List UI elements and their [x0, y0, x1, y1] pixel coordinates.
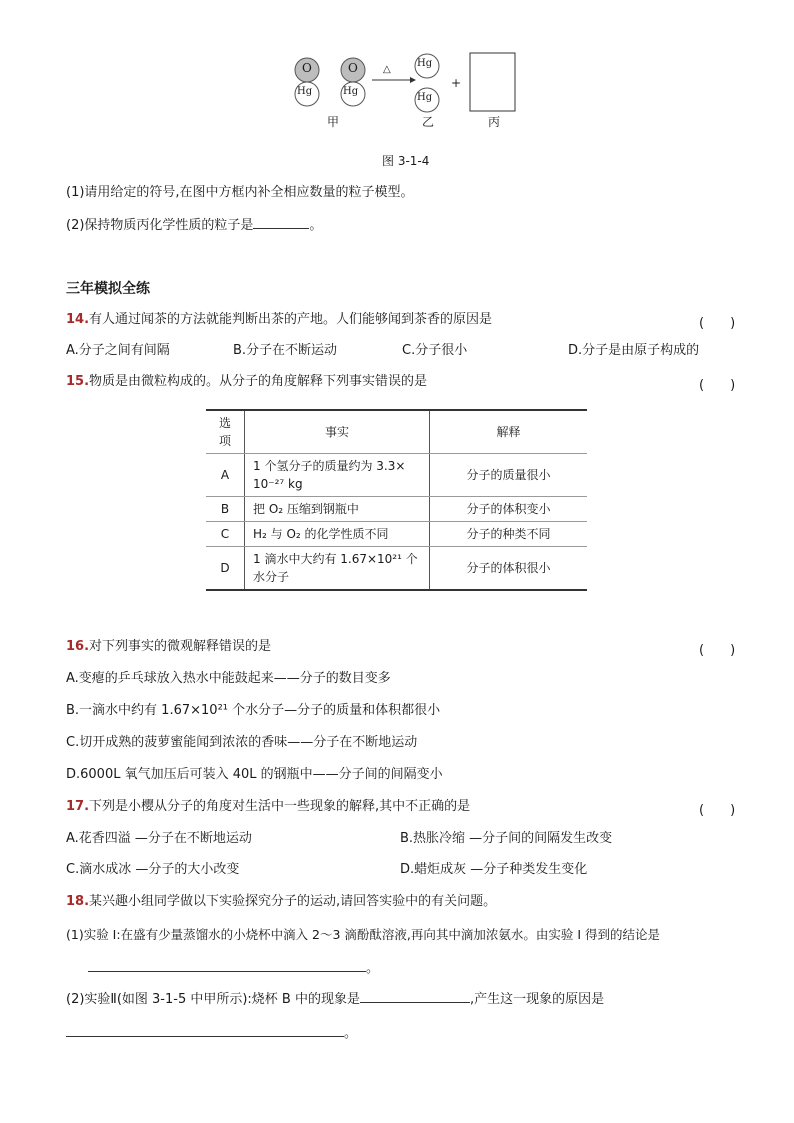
- header-explain: 解释: [430, 410, 588, 454]
- header-option: 选项: [206, 410, 245, 454]
- q15-table: [206, 409, 587, 591]
- atom-o-label-2: O: [348, 61, 358, 75]
- q18-part2-answer: 。: [66, 1022, 357, 1044]
- q17-option-d[interactable]: D.蜡炬成灰 —分子种类发生变化: [400, 862, 588, 877]
- atom-hg-label-3: Hg: [417, 58, 433, 69]
- row-option: C: [206, 522, 245, 547]
- q13-part2: (2)保持物质丙化学性质的粒子是 。: [66, 214, 322, 236]
- row-explain: 分子的种类不同: [430, 522, 588, 547]
- q18-stem: 18.某兴趣小组同学做以下实验探究分子的运动,请回答实验中的有关问题。: [66, 894, 497, 909]
- label-jia: 甲: [327, 115, 340, 129]
- q16-option-a[interactable]: A.变瘪的乒乓球放入热水中能鼓起来——分子的数目变多: [66, 671, 391, 686]
- q16-answer-paren[interactable]: ( ): [699, 643, 736, 658]
- answer-blank[interactable]: [88, 957, 366, 972]
- q17-option-c[interactable]: C.滴水成冰 —分子的大小改变: [66, 862, 240, 877]
- question-number: 18.: [66, 894, 90, 909]
- q16-option-d[interactable]: D.6000L 氧气加压后可装入 40L 的钢瓶中——分子间的间隔变小: [66, 767, 443, 782]
- q18-part1-answer: 。: [88, 957, 379, 979]
- q16-option-b[interactable]: B.一滴水中约有 1.67×10²¹ 个水分子—分子的质量和体积都很小: [66, 703, 441, 718]
- answer-box-bing: [470, 53, 515, 111]
- q16-option-c[interactable]: C.切开成熟的菠萝蜜能闻到浓浓的香味——分子在不断地运动: [66, 735, 418, 750]
- row-option: B: [206, 497, 245, 522]
- heat-symbol: △: [383, 64, 391, 75]
- header-fact: 事实: [245, 410, 430, 454]
- answer-blank[interactable]: [360, 988, 470, 1003]
- question-number: 15.: [66, 374, 90, 389]
- q14-answer-paren[interactable]: ( ): [699, 316, 736, 331]
- table-row: [206, 547, 587, 591]
- q15-stem: 15.物质是由微粒构成的。从分子的角度解释下列事实错误的是: [66, 374, 428, 389]
- q15-answer-paren[interactable]: ( ): [699, 378, 736, 393]
- q16-stem: 16.对下列事实的微观解释错误的是: [66, 639, 272, 654]
- q17-stem: 17.下列是小樱从分子的角度对生活中一些现象的解释,其中不正确的是: [66, 799, 471, 814]
- table-row: [206, 497, 587, 522]
- answer-blank[interactable]: [66, 1022, 344, 1037]
- row-fact: 1 个氢分子的质量约为 3.3× 10⁻²⁷ kg: [245, 454, 430, 497]
- plus-sign: +: [451, 76, 462, 90]
- row-fact: 把 O₂ 压缩到钢瓶中: [245, 497, 430, 522]
- question-number: 16.: [66, 639, 90, 654]
- q14-option-c[interactable]: C.分子很小: [402, 343, 468, 358]
- q14-stem: 14.有人通过闻茶的方法就能判断出茶的产地。人们能够闻到茶香的原因是: [66, 312, 493, 327]
- row-fact: 1 滴水中大约有 1.67×10²¹ 个 水分子: [245, 547, 430, 591]
- q14-option-d[interactable]: D.分子是由原子构成的: [568, 343, 700, 358]
- row-option: D: [206, 547, 245, 591]
- atom-o-label-1: O: [302, 61, 312, 75]
- answer-blank[interactable]: [253, 214, 309, 229]
- figure-caption: 图 3-1-4: [382, 154, 430, 168]
- label-bing: 丙: [488, 115, 501, 129]
- atom-hg-label-1: Hg: [297, 86, 313, 97]
- row-fact: H₂ 与 O₂ 的化学性质不同: [245, 522, 430, 547]
- atom-hg-label-2: Hg: [343, 86, 359, 97]
- q18-part1: (1)实验 I:在盛有少量蒸馏水的小烧杯中滴入 2～3 滴酚酞溶液,再向其中滴加浓氨水。由实验 I 得到的结论是: [66, 927, 661, 942]
- q17-option-b[interactable]: B.热胀冷缩 —分子间的间隔发生改变: [400, 831, 613, 846]
- q14-option-b[interactable]: B.分子在不断运动: [233, 343, 338, 358]
- table-row: [206, 522, 587, 547]
- q17-option-a[interactable]: A.花香四溢 —分子在不断地运动: [66, 831, 252, 846]
- q17-answer-paren[interactable]: ( ): [699, 803, 736, 818]
- question-number: 17.: [66, 799, 90, 814]
- atom-hg-label-4: Hg: [417, 92, 433, 103]
- label-yi: 乙: [422, 115, 435, 129]
- row-explain: 分子的体积变小: [430, 497, 588, 522]
- q18-part2: (2)实验Ⅱ(如图 3-1-5 中甲所示):烧杯 B 中的现象是 ,产生这一现象的原因是: [66, 988, 604, 1010]
- row-option: A: [206, 454, 245, 497]
- table-header-row: [206, 410, 587, 454]
- table-row: [206, 454, 587, 497]
- row-explain: 分子的质量很小: [430, 454, 588, 497]
- section-title: 三年模拟全练: [66, 281, 150, 297]
- q13-part1: (1)请用给定的符号,在图中方框内补全相应数量的粒子模型。: [66, 185, 414, 200]
- question-number: 14.: [66, 312, 90, 327]
- q14-option-a[interactable]: A.分子之间有间隔: [66, 343, 170, 358]
- reaction-figure: [280, 48, 540, 134]
- row-explain: 分子的体积很小: [430, 547, 588, 591]
